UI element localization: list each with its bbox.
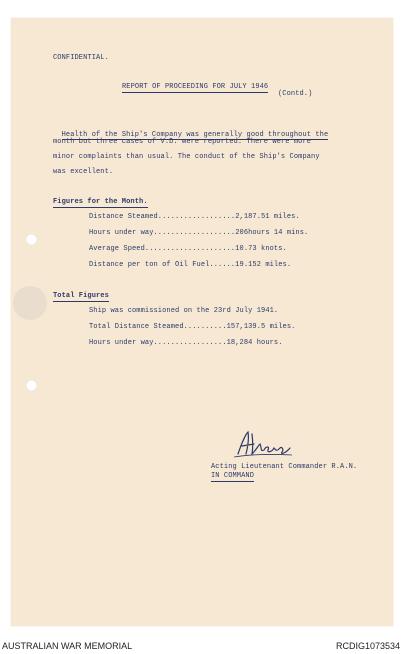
- month-row-hours: Hours under way...................206hours 14 mins.: [89, 229, 309, 237]
- health-line-4: was excellent.: [53, 168, 114, 176]
- total-row-hours: Hours under way.................18,284 hours.: [89, 339, 283, 347]
- month-row-speed: Average Speed.....................10.73 knots.: [89, 245, 287, 253]
- total-figures-heading: Total Figures: [53, 292, 109, 300]
- paper-stain: [13, 286, 47, 320]
- total-row-distance: Total Distance Steamed..........157,139.5 miles.: [89, 323, 296, 331]
- month-row-distance: Distance Steamed..................2,187.51 miles.: [89, 213, 300, 221]
- month-row-fuel: Distance per ton of Oil Fuel......19.152 miles.: [89, 261, 292, 269]
- health-line-2: month but three cases of V.D. were reported. There were more: [53, 138, 312, 146]
- month-figures-heading: Figures for the Month.: [53, 198, 148, 206]
- continued-label: (Contd.): [278, 90, 313, 98]
- document-page: [11, 18, 393, 626]
- classification-label: CONFIDENTIAL.: [53, 54, 109, 62]
- health-line-3: minor complaints than usual. The conduct of the Ship's Company: [53, 153, 320, 161]
- punch-hole-bottom: [26, 380, 37, 391]
- archive-reference: RCDIG1073534: [335, 641, 400, 651]
- total-row-commissioned: Ship was commissioned on the 23rd July 1941.: [89, 307, 279, 315]
- signatory-role: IN COMMAND: [211, 472, 255, 480]
- report-title: REPORT OF PROCEEDING FOR JULY 1946: [122, 83, 269, 91]
- signatory-title: Acting Lieutenant Commander R.A.N.: [211, 463, 358, 471]
- health-line-1-text: Health of the Ship's Company was generally good throughout the: [61, 131, 329, 139]
- handwritten-signature: [232, 428, 296, 460]
- archive-credit: AUSTRALIAN WAR MEMORIAL: [2, 641, 133, 651]
- punch-hole-top: [26, 234, 37, 245]
